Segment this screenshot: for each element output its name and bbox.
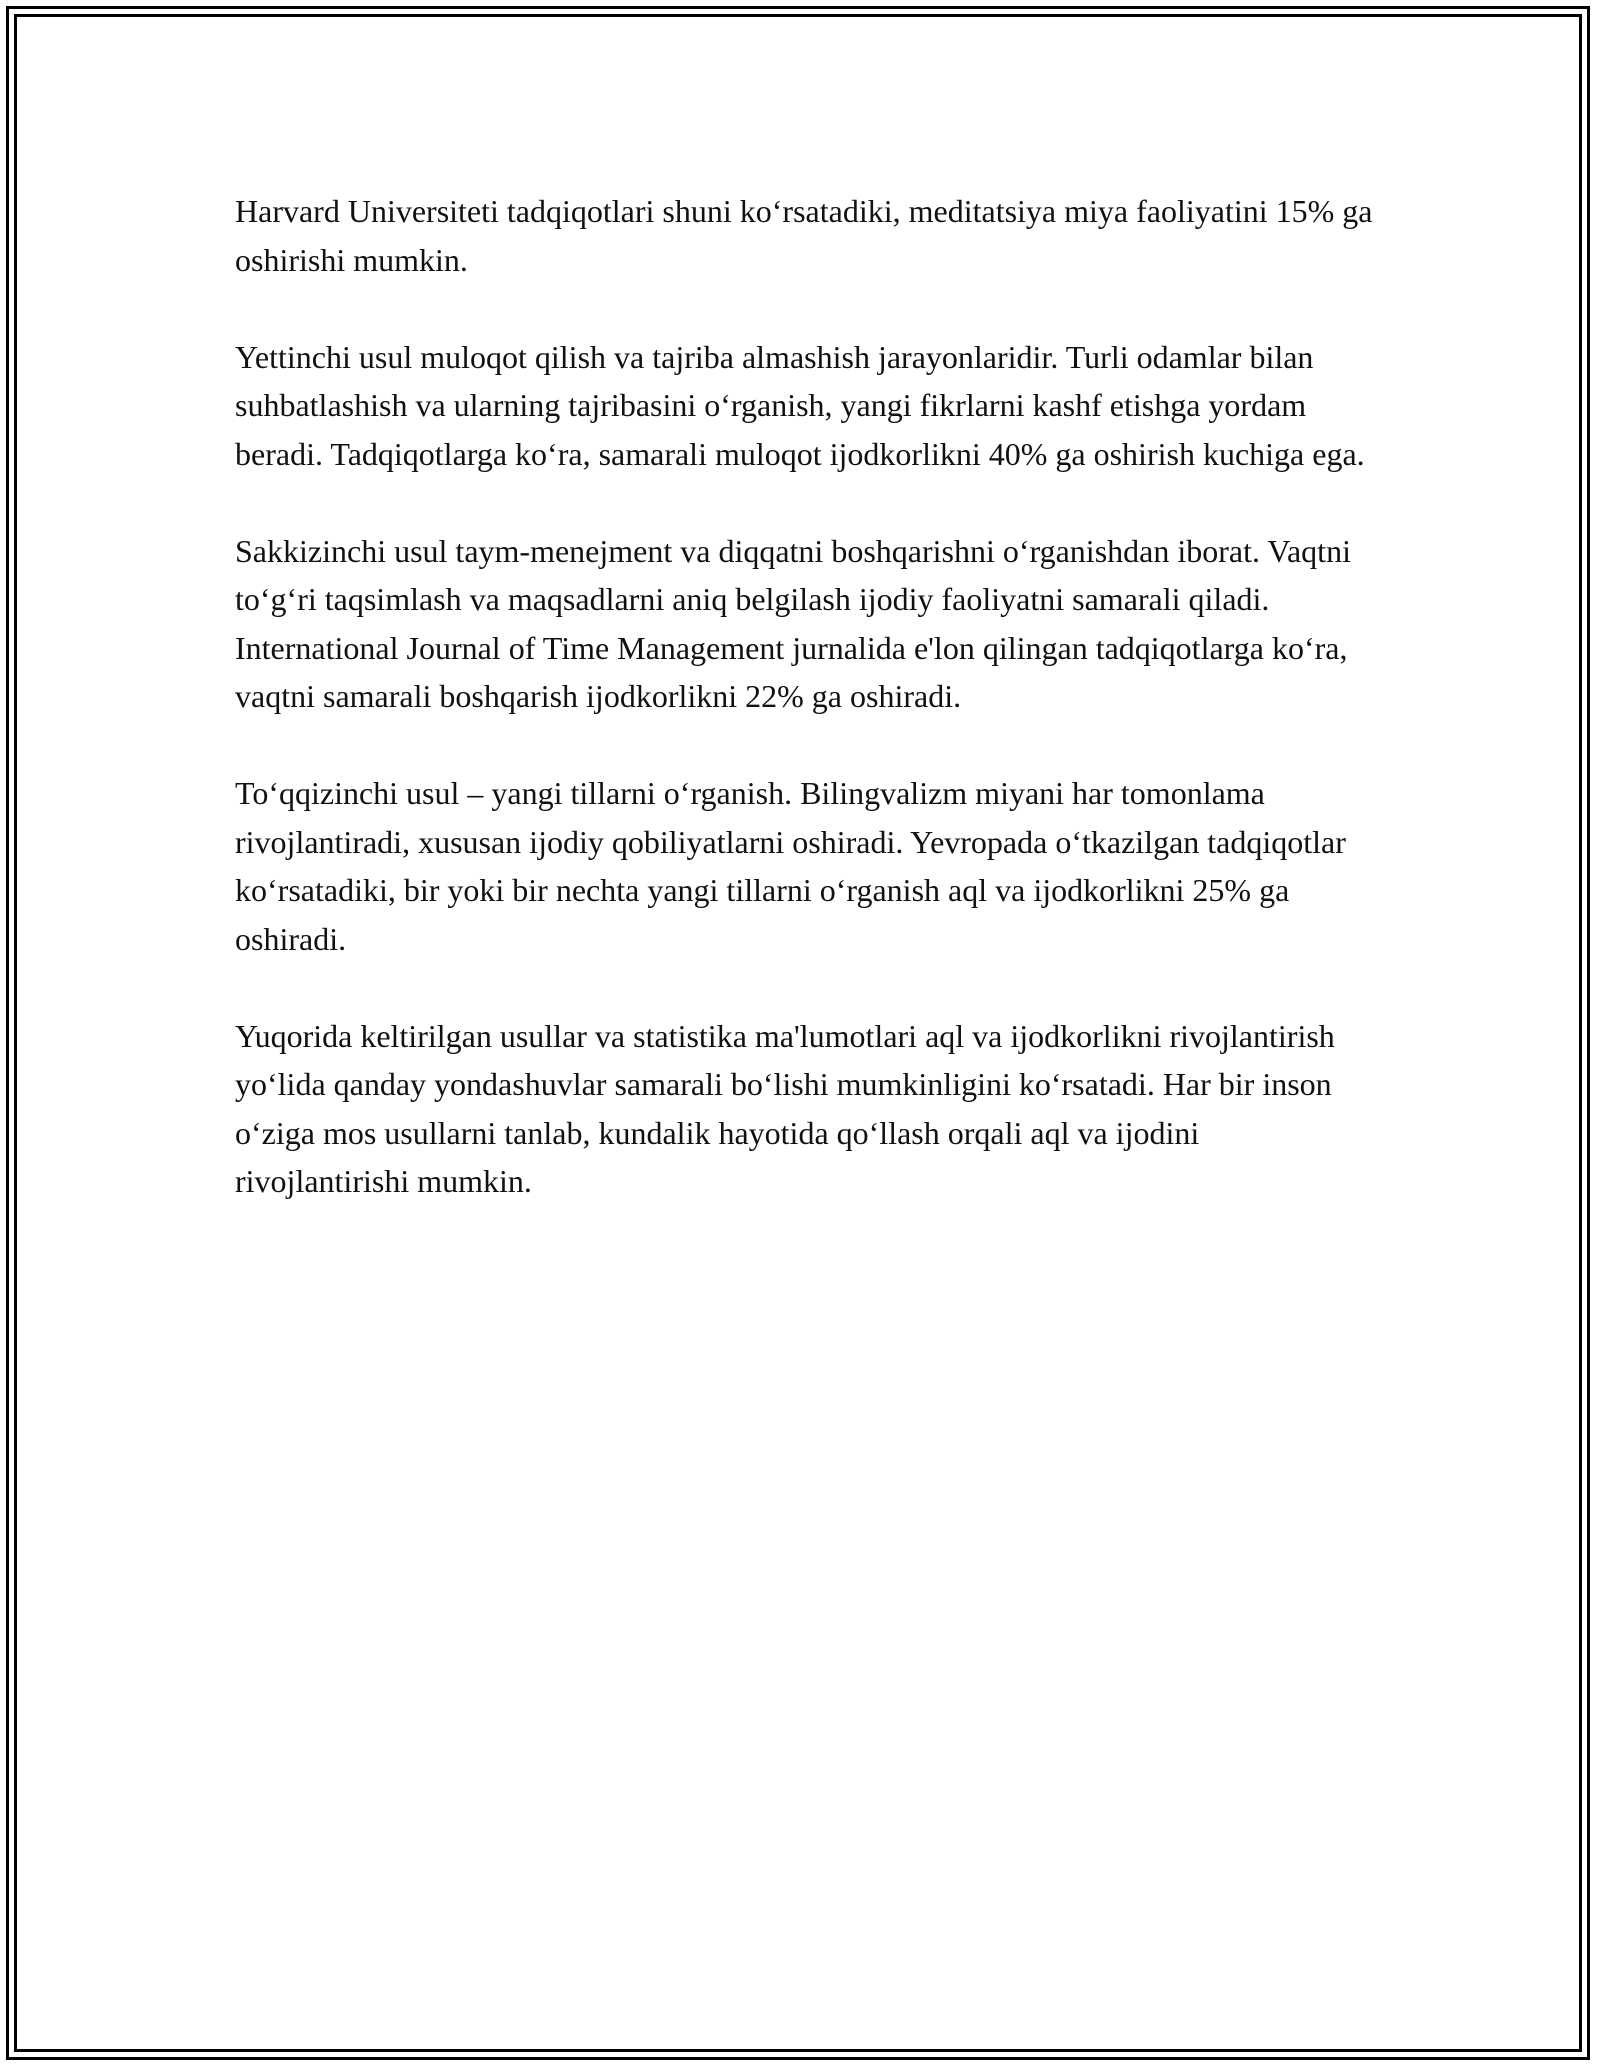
paragraph-conclusion: Yuqorida keltirilgan usullar va statistika ma'lumotlari aql va ijodkorlikni rivojlantirish yoʻlida qanday yondashuvlar samarali boʻlishi mumkinligini koʻrsatadi. Har bir inson oʻziga mos usullarni tanlab, kundalik hayotida qoʻllash orqali aql va ijodini rivojlantirishi mumkin. bbox=[235, 1017, 1335, 1199]
paragraph-seventh-method: Yettinchi usul muloqot qilish va tajriba almashish jarayonlaridir. Turli odamlar bilan suhbatlashish va ularning tajribasini oʻrganish, yangi fikrlarni kashf etishga yordam beradi. Tadqiqotlarga koʻra, samarali muloqot ijodkorlikni 40% ga oshirish kuchiga ega. bbox=[235, 338, 1365, 472]
paragraph-meditation: Harvard Universiteti tadqiqotlari shuni koʻrsatadiki, meditatsiya miya faoliyatini 15% ga oshirishi mumkin. bbox=[235, 193, 1373, 278]
paragraph-eighth-method: Sakkizinchi usul taym-menejment va diqqatni boshqarishni oʻrganishdan iborat. Vaqtni toʻgʻri taqsimlash va maqsadlarni aniq belgilash ijodiy faoliyatni samarali qiladi. International Journal of Time Management jurnalida e'lon qilingan tadqiqotlarga koʻra, vaqtni samarali boshqarish ijodkorlikni 22% ga oshiradi. bbox=[235, 532, 1351, 714]
paragraph-ninth-method: Toʻqqizinchi usul – yangi tillarni oʻrganish. Bilingvalizm miyani har tomonlama rivojlantiradi, xususan ijodiy qobiliyatlarni oshiradi. Yevropada oʻtkazilgan tadqiqotlar koʻrsatadiki, bir yoki bir nechta yangi tillarni oʻrganish aql va ijodkorlikni 25% ga oshiradi. bbox=[235, 775, 1346, 957]
document-body bbox=[235, 187, 1375, 1254]
